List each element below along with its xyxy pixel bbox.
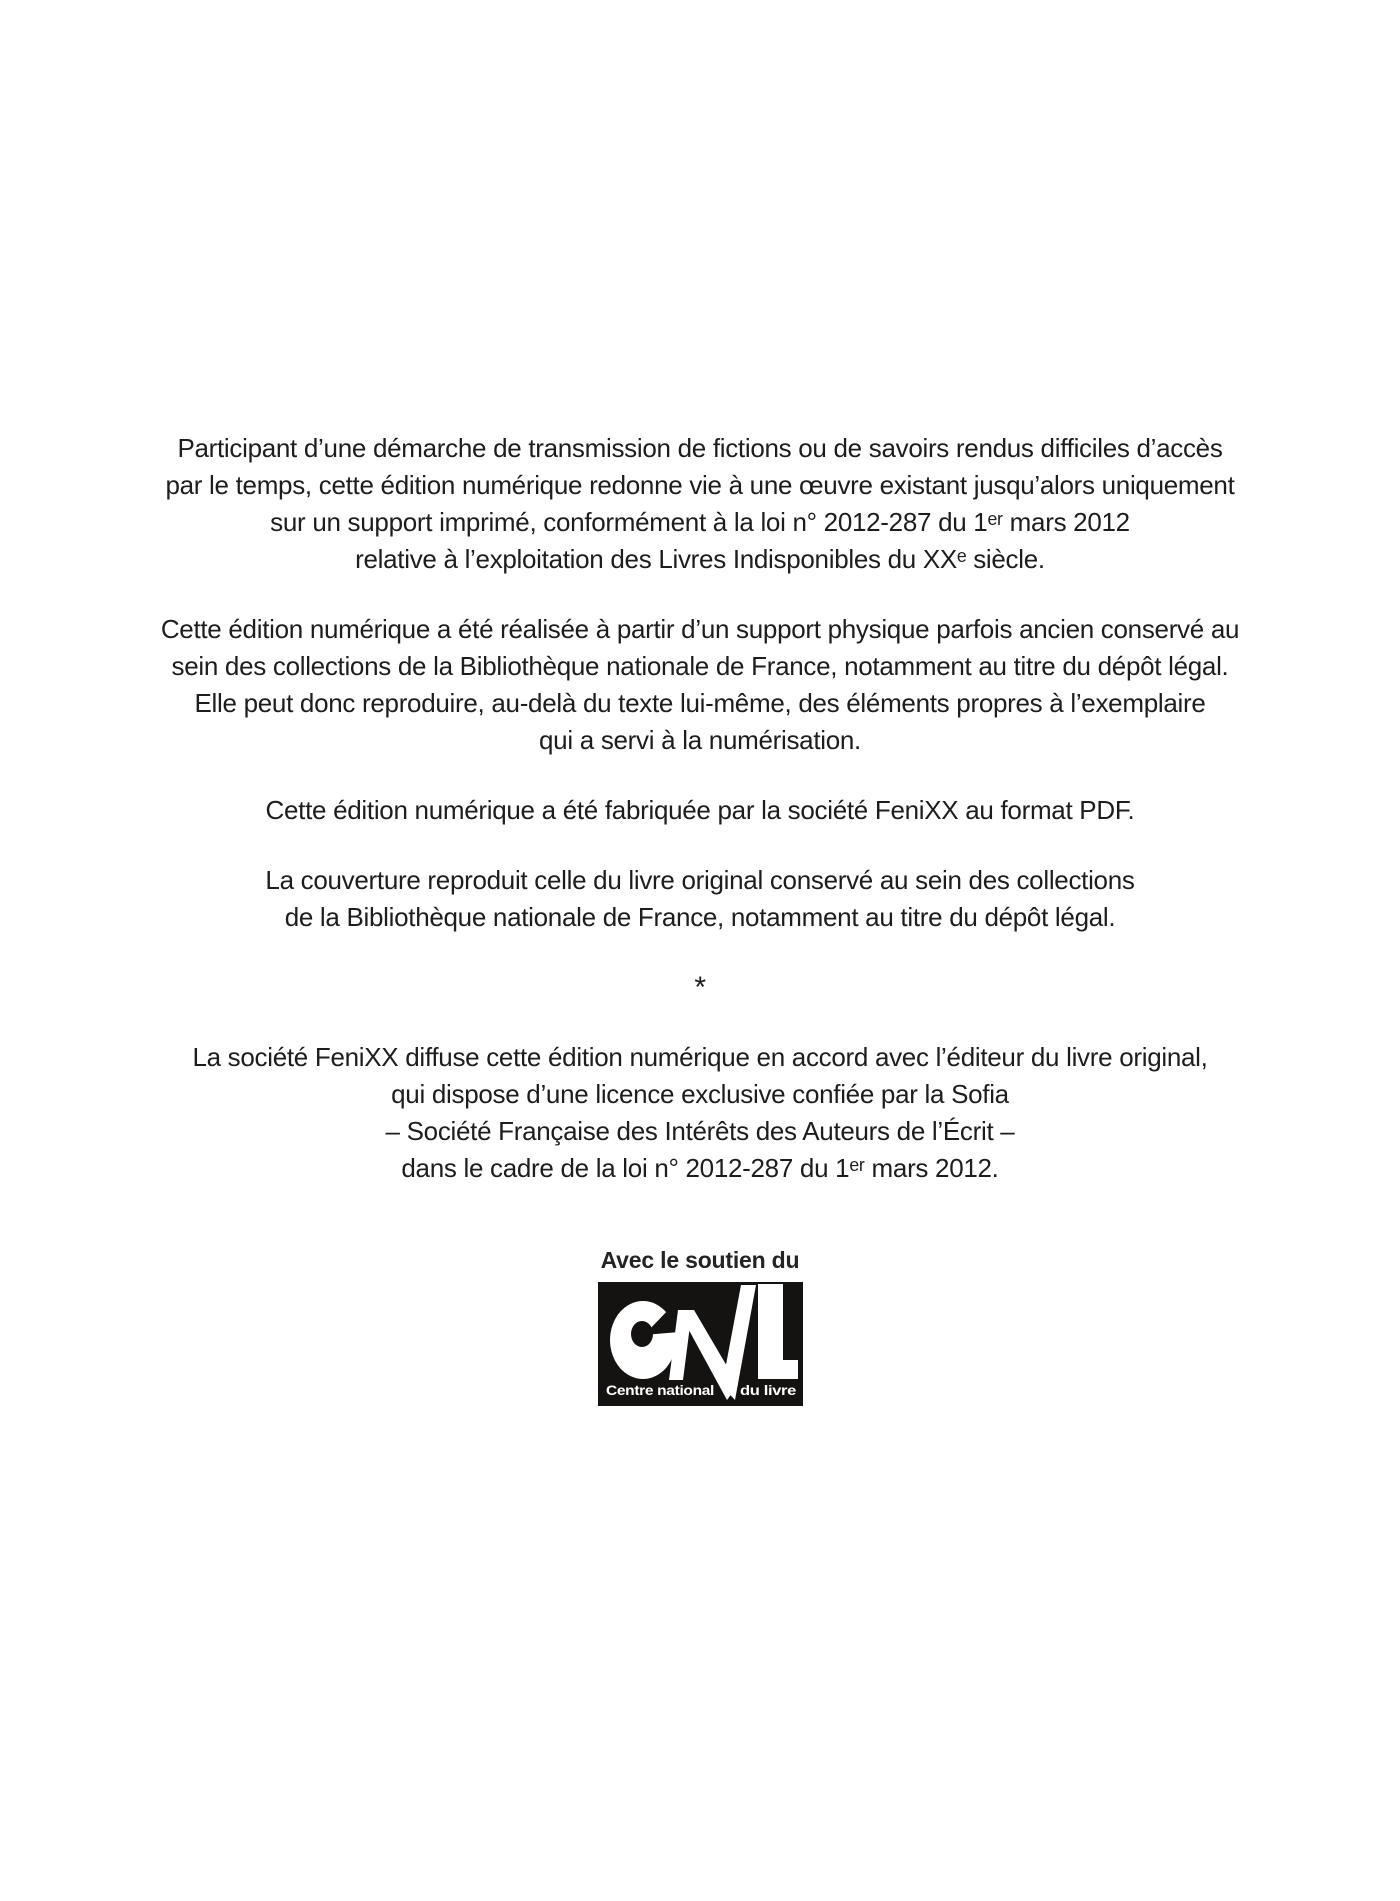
paragraph-fenixx-pdf <box>0 792 1400 829</box>
text-line: dans le cadre de la loi n° 2012-287 du 1ᵉʳ mars 2012. <box>401 1153 999 1183</box>
paragraph-transmission <box>0 430 1400 578</box>
text-line: La couverture reproduit celle du livre original conservé au sein des collections <box>265 865 1135 895</box>
text-line: sur un support imprimé, conformément à la loi n° 2012-287 du 1ᵉʳ mars 2012 <box>270 507 1130 537</box>
text-line: par le temps, cette édition numérique redonne vie à une œuvre existant jusqu’alors uniquement <box>165 470 1235 500</box>
separator-asterisk: * <box>694 971 706 1004</box>
cnl-label-centre-national: Centre national <box>605 1382 714 1398</box>
text-line: Elle peut donc reproduire, au-delà du texte lui-même, des éléments propres à l’exemplaire <box>194 688 1206 718</box>
text-line: qui a servi à la numérisation. <box>539 725 861 755</box>
cnl-logo <box>598 1282 803 1406</box>
text-line: sein des collections de la Bibliothèque nationale de France, notamment au titre du dépôt légal. <box>171 651 1229 681</box>
text-line: relative à l’exploitation des Livres Indisponibles du XXᵉ siècle. <box>355 544 1045 574</box>
support-section <box>0 1245 1400 1406</box>
colophon-text-block <box>0 430 1400 1406</box>
text-line: qui dispose d’une licence exclusive confiée par la Sofia <box>391 1079 1009 1109</box>
text-line: Cette édition numérique a été fabriquée par la société FeniXX au format PDF. <box>265 795 1135 825</box>
text-line: de la Bibliothèque nationale de France, notamment au titre du dépôt légal. <box>284 902 1116 932</box>
paragraph-source-bnf <box>0 611 1400 759</box>
cnl-label-du-livre: du livre <box>739 1382 797 1398</box>
text-line: Participant d’une démarche de transmission de fictions ou de savoirs rendus difficiles d’accès <box>177 433 1223 463</box>
paragraph-diffusion <box>0 1039 1400 1187</box>
text-line: Cette édition numérique a été réalisée à partir d’un support physique parfois ancien conservé au <box>160 614 1240 644</box>
paragraph-cover <box>0 862 1400 936</box>
text-line: La société FeniXX diffuse cette édition numérique en accord avec l’éditeur du livre original, <box>192 1042 1208 1072</box>
support-caption: Avec le soutien du <box>600 1247 800 1273</box>
text-line: – Société Française des Intérêts des Auteurs de l’Écrit – <box>385 1116 1015 1146</box>
